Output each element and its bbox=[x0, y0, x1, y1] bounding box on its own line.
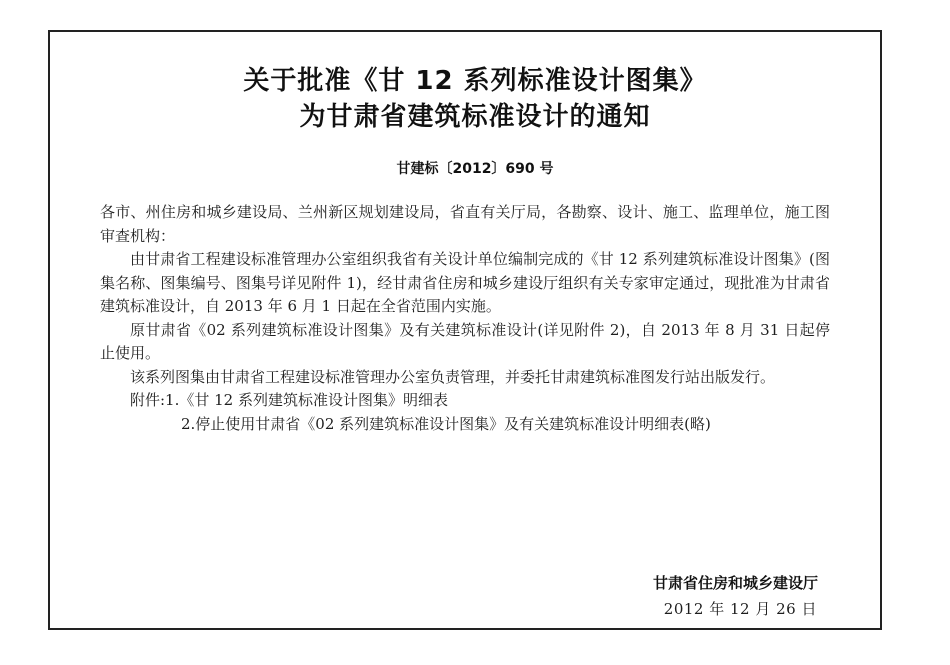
body-paragraph: 该系列图集由甘肃省工程建设标准管理办公室负责管理，并委托甘肃建筑标准图发行站出版发行。 bbox=[130, 367, 776, 386]
notice-title-line-1: 关于批准《甘 12 系列标准设计图集》 bbox=[243, 66, 707, 96]
addressee: 各市、州住房和城乡建设局、兰州新区规划建设局，省直有关厅局，各勘察、设计、施工、监理单位，施工图审查机构： bbox=[100, 203, 830, 245]
issuing-authority: 甘肃省住房和城乡建设厅 bbox=[652, 574, 818, 592]
attachment-item-1: 附件:1.《甘 12 系列建筑标准设计图集》明细表 bbox=[130, 391, 448, 409]
document-number: 甘建标〔2012〕690 号 bbox=[396, 161, 554, 177]
body-paragraph: 由甘肃省工程建设标准管理办公室组织我省有关设计单位编制完成的《甘 12 系列建筑标准设计图集》(图集名称、图集编号、图集号详见附件 1)，经甘肃省住房和城乡建设厅组织有关专家审定通过，现批准为甘肃省建筑标准设计，自 2013 年 6 月 1 日起在全省范围内实施。 bbox=[100, 250, 830, 315]
attachment-item-2: 2.停止使用甘肃省《02 系列建筑标准设计图集》及有关建筑标准设计明细表(略) bbox=[181, 414, 711, 433]
body-paragraph: 原甘肃省《02 系列建筑标准设计图集》及有关建筑标准设计(详见附件 2)，自 2013 年 8 月 31 日起停止使用。 bbox=[100, 320, 830, 362]
notice-title-line-2: 为甘肃省建筑标准设计的通知 bbox=[299, 102, 651, 132]
notice-body bbox=[100, 201, 830, 436]
issue-date: 2012 年 12 月 26 日 bbox=[663, 600, 817, 618]
